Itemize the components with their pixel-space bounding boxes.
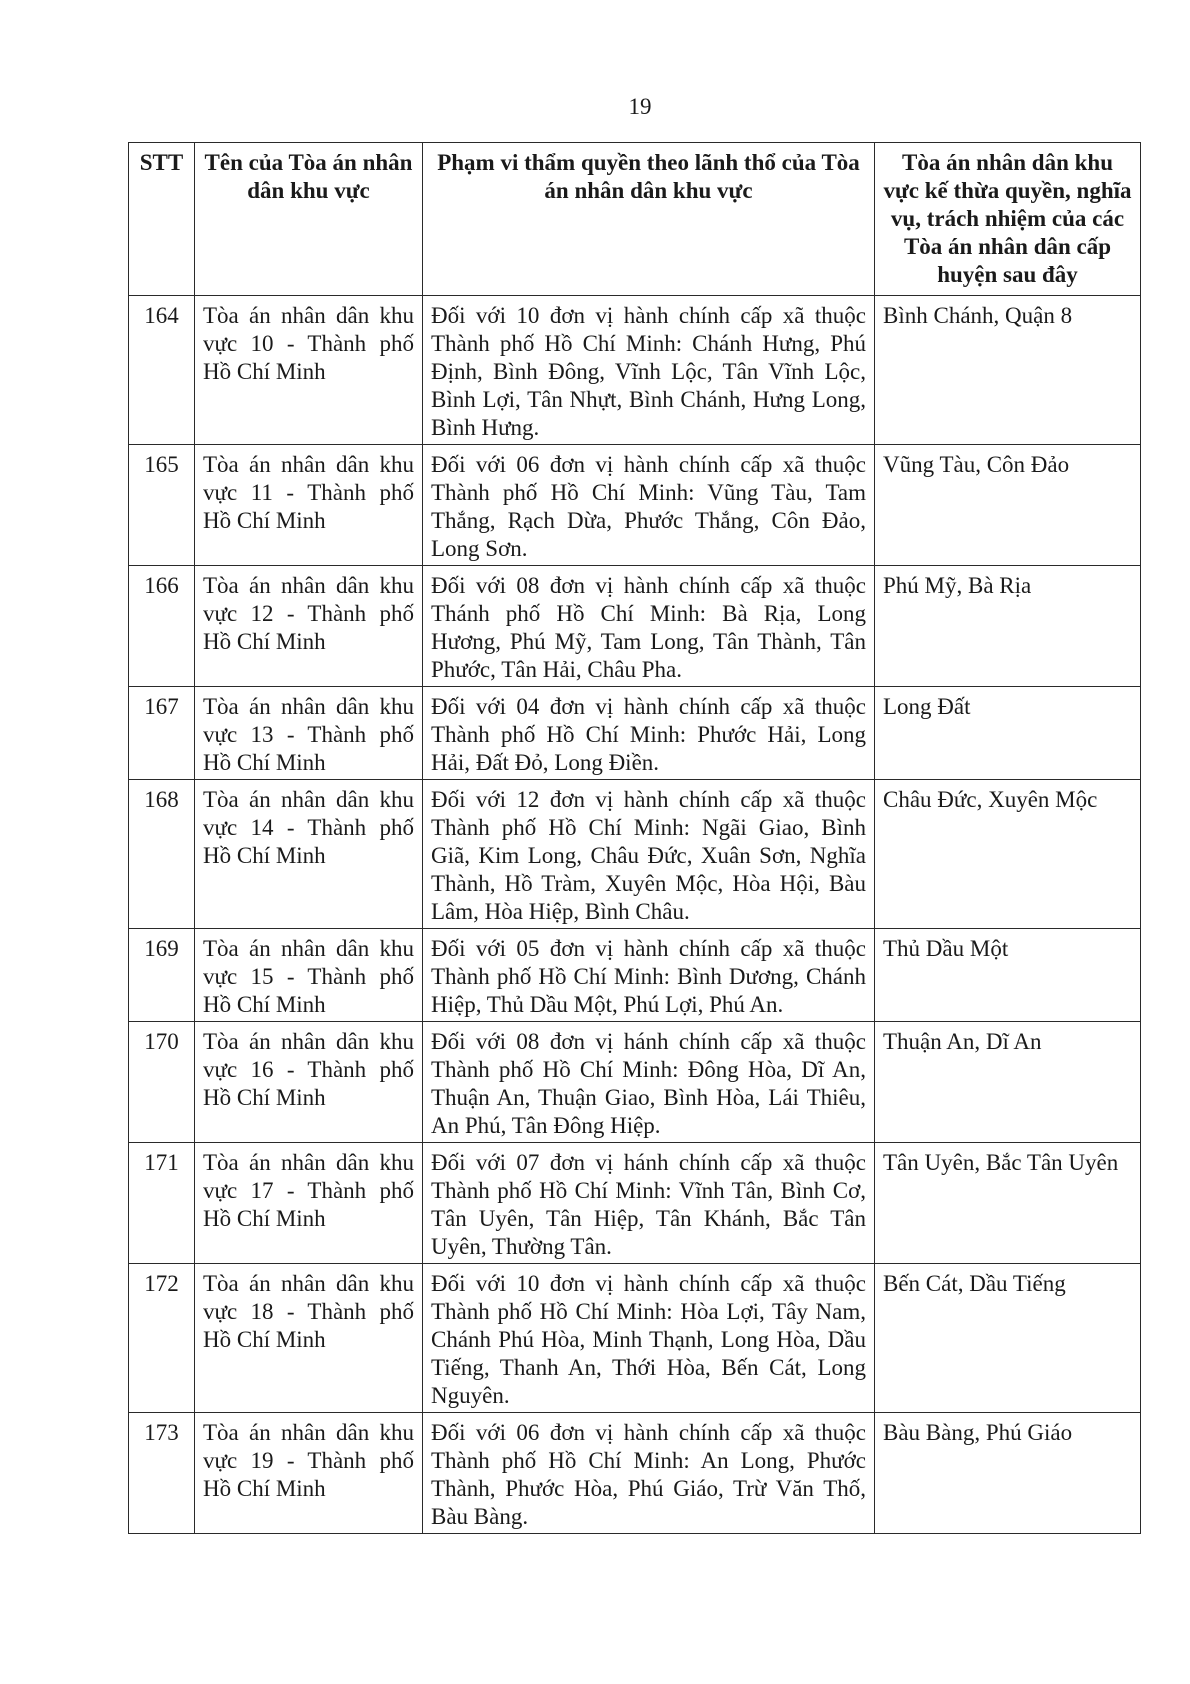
row-successor-courts: Tân Uyên, Bắc Tân Uyên — [875, 1143, 1141, 1264]
row-court-name: Tòa án nhân dân khu vực 14 - Thành phố Hồ Chí Minh — [195, 780, 423, 929]
row-court-name: Tòa án nhân dân khu vực 17 - Thành phố Hồ Chí Minh — [195, 1143, 423, 1264]
row-jurisdiction-scope: Đối với 07 đơn vị hánh chính cấp xã thuộc Thành phố Hồ Chí Minh: Vĩnh Tân, Bình Cơ, Tân Uyên, Tân Hiệp, Tân Khánh, Bắc Tân Uyên, Thường Tân. — [423, 1143, 875, 1264]
table-row — [129, 1413, 1141, 1534]
table-row — [129, 1022, 1141, 1143]
row-jurisdiction-scope: Đối với 05 đơn vị hành chính cấp xã thuộc Thành phố Hồ Chí Minh: Bình Dương, Chánh Hiệp, Thủ Dầu Một, Phú Lợi, Phú An. — [423, 929, 875, 1022]
row-successor-courts: Long Đất — [875, 687, 1141, 780]
table-row — [129, 1143, 1141, 1264]
row-successor-courts: Vũng Tàu, Côn Đảo — [875, 445, 1141, 566]
row-successor-courts: Bình Chánh, Quận 8 — [875, 296, 1141, 445]
page-number: 19 — [628, 94, 652, 119]
row-successor-courts: Thủ Dầu Một — [875, 929, 1141, 1022]
row-stt: 171 — [129, 1143, 195, 1264]
row-court-name: Tòa án nhân dân khu vực 15 - Thành phố Hồ Chí Minh — [195, 929, 423, 1022]
row-jurisdiction-scope: Đối với 04 đơn vị hành chính cấp xã thuộc Thành phố Hồ Chí Minh: Phước Hải, Long Hải, Đất Đỏ, Long Điền. — [423, 687, 875, 780]
header-court-name: Tên của Tòa án nhân dân khu vực — [195, 143, 423, 296]
row-successor-courts: Bàu Bàng, Phú Giáo — [875, 1413, 1141, 1534]
row-jurisdiction-scope: Đối với 06 đơn vị hành chính cấp xã thuộc Thành phố Hồ Chí Minh: An Long, Phước Thành, Phước Hòa, Phú Giáo, Trừ Văn Thố, Bàu Bàng. — [423, 1413, 875, 1534]
row-stt: 169 — [129, 929, 195, 1022]
table-row — [129, 1264, 1141, 1413]
row-jurisdiction-scope: Đối với 08 đơn vị hành chính cấp xã thuộc Thánh phố Hồ Chí Minh: Bà Rịa, Long Hương, Phú Mỹ, Tam Long, Tân Thành, Tân Phước, Tân Hải, Châu Pha. — [423, 566, 875, 687]
header-jurisdiction-scope: Phạm vi thẩm quyền theo lãnh thổ của Tòa án nhân dân khu vực — [423, 143, 875, 296]
row-stt: 166 — [129, 566, 195, 687]
row-court-name: Tòa án nhân dân khu vực 19 - Thành phố Hồ Chí Minh — [195, 1413, 423, 1534]
row-stt: 167 — [129, 687, 195, 780]
court-jurisdiction-table — [128, 142, 1141, 1534]
table-row — [129, 780, 1141, 929]
row-jurisdiction-scope: Đối với 08 đơn vị hánh chính cấp xã thuộc Thành phố Hồ Chí Minh: Đông Hòa, Dĩ An, Thuận An, Thuận Giao, Bình Hòa, Lái Thiêu, An Phú, Tân Đông Hiệp. — [423, 1022, 875, 1143]
row-successor-courts: Phú Mỹ, Bà Rịa — [875, 566, 1141, 687]
row-stt: 172 — [129, 1264, 195, 1413]
row-stt: 170 — [129, 1022, 195, 1143]
row-jurisdiction-scope: Đối với 06 đơn vị hành chính cấp xã thuộc Thành phố Hồ Chí Minh: Vũng Tàu, Tam Thắng, Rạch Dừa, Phước Thắng, Côn Đảo, Long Sơn. — [423, 445, 875, 566]
row-jurisdiction-scope: Đối với 12 đơn vị hành chính cấp xã thuộc Thành phố Hồ Chí Minh: Ngãi Giao, Bình Giã, Kim Long, Châu Đức, Xuân Sơn, Nghĩa Thành, Hồ Tràm, Xuyên Mộc, Hòa Hội, Bàu Lâm, Hòa Hiệp, Bình Châu. — [423, 780, 875, 929]
table-header-row — [129, 143, 1141, 296]
row-jurisdiction-scope: Đối với 10 đơn vị hành chính cấp xã thuộc Thành phố Hồ Chí Minh: Chánh Hưng, Phú Định, Bình Đông, Vĩnh Lộc, Tân Vĩnh Lộc, Bình Lợi, Tân Nhựt, Bình Chánh, Hưng Long, Bình Hưng. — [423, 296, 875, 445]
row-stt: 164 — [129, 296, 195, 445]
row-stt: 165 — [129, 445, 195, 566]
row-court-name: Tòa án nhân dân khu vực 13 - Thành phố Hồ Chí Minh — [195, 687, 423, 780]
table-row — [129, 566, 1141, 687]
row-court-name: Tòa án nhân dân khu vực 10 - Thành phố Hồ Chí Minh — [195, 296, 423, 445]
row-successor-courts: Châu Đức, Xuyên Mộc — [875, 780, 1141, 929]
table-row — [129, 687, 1141, 780]
row-stt: 173 — [129, 1413, 195, 1534]
row-court-name: Tòa án nhân dân khu vực 11 - Thành phố Hồ Chí Minh — [195, 445, 423, 566]
row-successor-courts: Bến Cát, Dầu Tiếng — [875, 1264, 1141, 1413]
table-row — [129, 929, 1141, 1022]
row-court-name: Tòa án nhân dân khu vực 12 - Thành phố Hồ Chí Minh — [195, 566, 423, 687]
table-row — [129, 296, 1141, 445]
row-successor-courts: Thuận An, Dĩ An — [875, 1022, 1141, 1143]
table-row — [129, 445, 1141, 566]
header-stt: STT — [129, 143, 195, 296]
header-successor-courts: Tòa án nhân dân khu vực kế thừa quyền, nghĩa vụ, trách nhiệm của các Tòa án nhân dân cấp huyện sau đây — [875, 143, 1141, 296]
row-court-name: Tòa án nhân dân khu vực 18 - Thành phố Hồ Chí Minh — [195, 1264, 423, 1413]
row-stt: 168 — [129, 780, 195, 929]
row-court-name: Tòa án nhân dân khu vực 16 - Thành phố Hồ Chí Minh — [195, 1022, 423, 1143]
row-jurisdiction-scope: Đối với 10 đơn vị hành chính cấp xã thuộc Thành phố Hồ Chí Minh: Hòa Lợi, Tây Nam, Chánh Phú Hòa, Minh Thạnh, Long Hòa, Dầu Tiếng, Thanh An, Thới Hòa, Bến Cát, Long Nguyên. — [423, 1264, 875, 1413]
